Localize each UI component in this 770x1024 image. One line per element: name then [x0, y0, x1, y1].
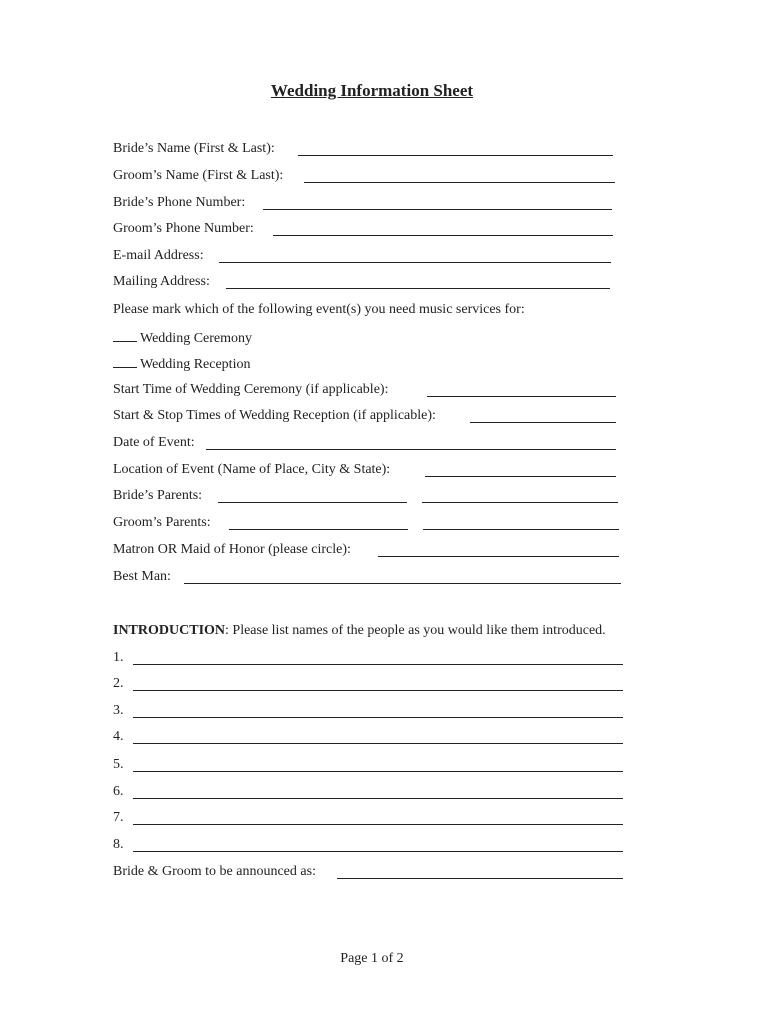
reception-option-label: Wedding Reception: [140, 357, 251, 372]
bride-phone-label: Bride’s Phone Number:: [113, 195, 246, 210]
page-number: Page 1 of 2: [340, 951, 404, 966]
intro-item-number: 3.: [113, 703, 124, 718]
date-line[interactable]: [206, 449, 616, 450]
intro-item-number: 5.: [113, 757, 124, 772]
announced-line[interactable]: [337, 878, 623, 879]
bride-phone-line[interactable]: [263, 209, 612, 210]
intro-item-number: 4.: [113, 729, 124, 744]
introduction-heading: INTRODUCTION: [113, 623, 226, 638]
groom-name-line[interactable]: [304, 182, 615, 183]
best-man-line[interactable]: [184, 583, 621, 584]
reception-checkbox-blank[interactable]: [113, 354, 137, 368]
ceremony-start-line[interactable]: [427, 396, 616, 397]
intro-item-line[interactable]: [133, 690, 623, 691]
intro-item-line[interactable]: [133, 824, 623, 825]
page-title: Wedding Information Sheet: [270, 81, 474, 100]
intro-item-number: 1.: [113, 650, 124, 665]
intro-item-number: 6.: [113, 784, 124, 799]
announced-label: Bride & Groom to be announced as:: [113, 864, 316, 879]
ceremony-checkbox-blank[interactable]: [113, 328, 137, 342]
groom-parents-line-2[interactable]: [423, 529, 619, 530]
introduction-text: : Please list names of the people as you would like them introduced.: [225, 623, 606, 638]
bride-parents-line-1[interactable]: [218, 502, 407, 503]
location-label: Location of Event (Name of Place, City & State):: [113, 462, 391, 477]
bride-name-line[interactable]: [298, 155, 613, 156]
groom-phone-label: Groom’s Phone Number:: [113, 221, 254, 236]
groom-parents-line-1[interactable]: [229, 529, 408, 530]
intro-item-line[interactable]: [133, 771, 623, 772]
email-label: E-mail Address:: [113, 248, 204, 263]
intro-item-number: 2.: [113, 676, 124, 691]
intro-item-line[interactable]: [133, 851, 623, 852]
bride-parents-line-2[interactable]: [422, 502, 618, 503]
matron-line[interactable]: [378, 556, 619, 557]
mailing-line[interactable]: [226, 288, 610, 289]
groom-parents-label: Groom’s Parents:: [113, 515, 211, 530]
ceremony-start-label: Start Time of Wedding Ceremony (if applicable):: [113, 382, 389, 397]
intro-item-line[interactable]: [133, 743, 623, 744]
intro-item-line[interactable]: [133, 717, 623, 718]
bride-parents-label: Bride’s Parents:: [113, 488, 203, 503]
events-prompt-label: Please mark which of the following event(s) you need music services for:: [113, 302, 525, 317]
groom-phone-line[interactable]: [273, 235, 613, 236]
bride-name-label: Bride’s Name (First & Last):: [113, 141, 275, 156]
date-label: Date of Event:: [113, 435, 195, 450]
best-man-label: Best Man:: [113, 569, 171, 584]
intro-item-line[interactable]: [133, 798, 623, 799]
mailing-label: Mailing Address:: [113, 274, 210, 289]
ceremony-option-label: Wedding Ceremony: [140, 331, 253, 346]
matron-label: Matron OR Maid of Honor (please circle):: [113, 542, 351, 557]
email-line[interactable]: [219, 262, 611, 263]
reception-times-label: Start & Stop Times of Wedding Reception (if applicable):: [113, 408, 436, 423]
reception-times-line[interactable]: [470, 422, 616, 423]
intro-item-number: 7.: [113, 810, 124, 825]
location-line[interactable]: [425, 476, 616, 477]
intro-item-number: 8.: [113, 837, 124, 852]
groom-name-label: Groom’s Name (First & Last):: [113, 168, 284, 183]
intro-item-line[interactable]: [133, 664, 623, 665]
